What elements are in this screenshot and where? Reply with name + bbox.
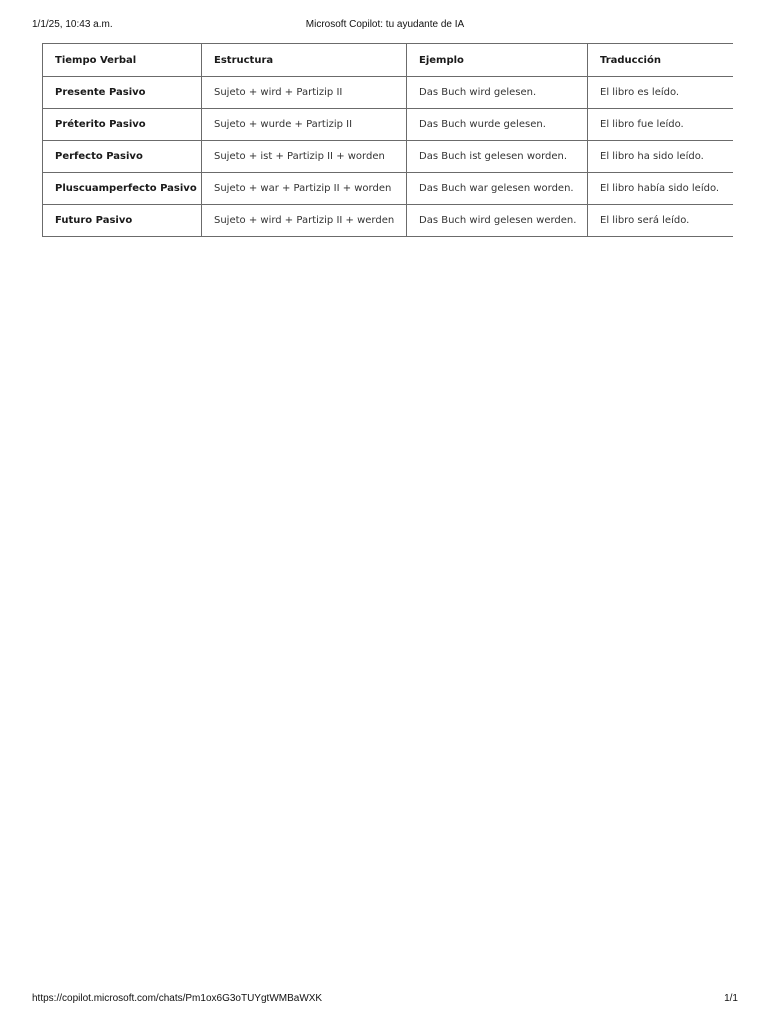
translation-cell: El libro es leído. bbox=[588, 77, 734, 109]
table-row bbox=[43, 173, 734, 205]
print-date: 1/1/25, 10:43 a.m. bbox=[32, 19, 113, 30]
structure-cell: Sujeto + war + Partizip II + worden bbox=[202, 173, 407, 205]
tense-cell: Presente Pasivo bbox=[43, 77, 202, 109]
structure-cell: Sujeto + wird + Partizip II + werden bbox=[202, 205, 407, 237]
example-cell: Das Buch wurde gelesen. bbox=[407, 109, 588, 141]
tense-cell: Futuro Pasivo bbox=[43, 205, 202, 237]
print-footer bbox=[32, 993, 738, 1007]
structure-cell: Sujeto + wurde + Partizip II bbox=[202, 109, 407, 141]
tense-cell: Préterito Pasivo bbox=[43, 109, 202, 141]
translation-cell: El libro ha sido leído. bbox=[588, 141, 734, 173]
print-header bbox=[32, 19, 738, 33]
tense-cell: Perfecto Pasivo bbox=[43, 141, 202, 173]
page-title: Microsoft Copilot: tu ayudante de IA bbox=[305, 19, 465, 30]
example-cell: Das Buch wird gelesen. bbox=[407, 77, 588, 109]
example-cell: Das Buch ist gelesen worden. bbox=[407, 141, 588, 173]
page-number: 1/1 bbox=[724, 993, 738, 1004]
column-header-structure: Estructura bbox=[202, 44, 407, 77]
tense-cell: Pluscuamperfecto Pasivo bbox=[43, 173, 202, 205]
page-url: https://copilot.microsoft.com/chats/Pm1ox6G3oTUYgtWMBaWXK bbox=[32, 993, 323, 1004]
table-row bbox=[43, 109, 734, 141]
table-container bbox=[42, 43, 733, 239]
column-header-translation: Traducción bbox=[588, 44, 734, 77]
table-header-row bbox=[43, 44, 734, 77]
passive-voice-table bbox=[42, 43, 733, 237]
translation-cell: El libro fue leído. bbox=[588, 109, 734, 141]
table-row bbox=[43, 205, 734, 237]
table-row bbox=[43, 141, 734, 173]
structure-cell: Sujeto + ist + Partizip II + worden bbox=[202, 141, 407, 173]
example-cell: Das Buch war gelesen worden. bbox=[407, 173, 588, 205]
column-header-tense: Tiempo Verbal bbox=[43, 44, 202, 77]
structure-cell: Sujeto + wird + Partizip II bbox=[202, 77, 407, 109]
column-header-example: Ejemplo bbox=[407, 44, 588, 77]
translation-cell: El libro será leído. bbox=[588, 205, 734, 237]
table-row bbox=[43, 77, 734, 109]
example-cell: Das Buch wird gelesen werden. bbox=[407, 205, 588, 237]
translation-cell: El libro había sido leído. bbox=[588, 173, 734, 205]
